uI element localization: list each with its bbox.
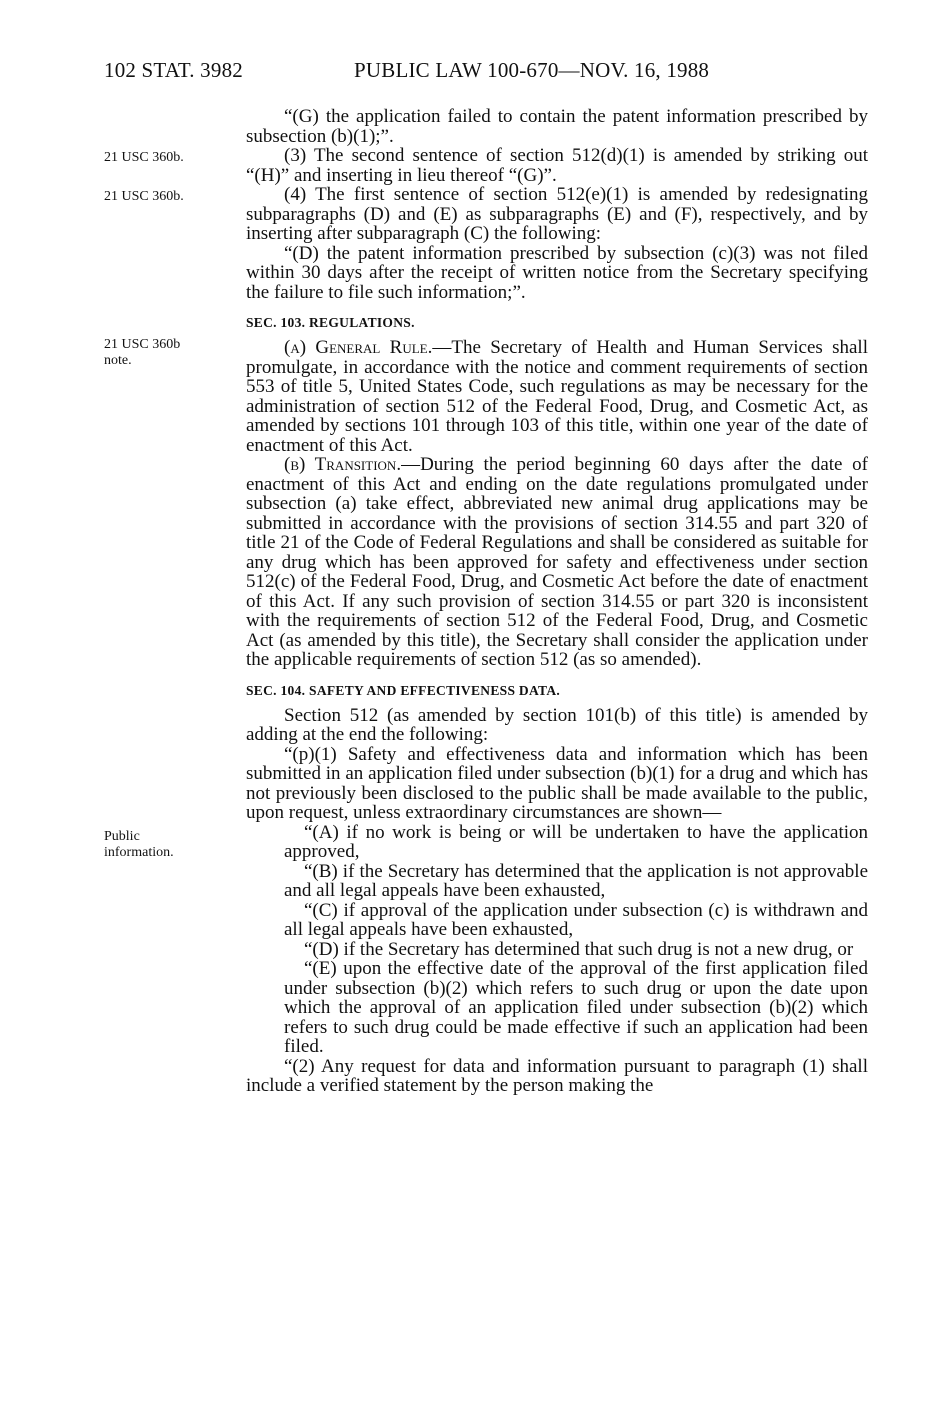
clause-e: “(E) upon the effective date of the approval of the first application filed under subsection (b)(2) which refers to such drug or upon the date upon which the approval of an application filed under subsection (b)(2) which refers to such drug could be made effective if such an application had been filed. <box>284 958 868 1057</box>
page-header-title: PUBLIC LAW 100-670—NOV. 16, 1988 <box>354 58 710 82</box>
paragraph-p2: “(2) Any request for data and information pursuant to paragraph (1) shall include a verified statement by the person making the <box>246 1055 868 1096</box>
margin-note-public: Public <box>104 829 140 844</box>
stat-page-number: 102 STAT. 3982 <box>104 58 243 82</box>
margin-note-usc-1: 21 USC 360b. <box>104 150 184 165</box>
paragraph-d-inserted: “(D) the patent information prescribed by subsection (c)(3) was not filed within 30 days after the receipt of written notice from the Secretary specifying the failure to file such information;”. <box>246 242 868 303</box>
margin-note-usc-3: 21 USC 360b <box>104 337 181 352</box>
subsection-a-heading: (a) General Rule. <box>284 337 433 358</box>
margin-note-usc-2: 21 USC 360b. <box>104 189 184 204</box>
clause-c: “(C) if approval of the application under subsection (c) is withdrawn and all legal appeals have been exhausted, <box>284 899 868 940</box>
paragraph-p1: “(p)(1) Safety and effectiveness data and information which has been submitted in an application filed under subsection (b)(1) for a drug and which has not previously been disclosed to the public shall be made available to the public, upon request, unless extraordinary circumstances are shown— <box>246 743 868 823</box>
paragraph-3: (3) The second sentence of section 512(d)(1) is amended by striking out “(H)” and inserting in lieu thereof “(G)”. <box>246 145 868 186</box>
subsection-b-text: —During the period beginning 60 days after the date of enactment of this Act and ending on the date regulations promulgated under subsection (a) take effect, abbreviated new animal drug applications may be submitted in accordance with the provisions of section 314.55 and part 320 of title 21 of the Code of Federal Regulations and shall be considered as suitable for any drug which has been approved for safety and effectiveness under section 512(c) of the Federal Food, Drug, and Cosmetic Act before the date of enactment of this Act. If any such provision of section 314.55 or part 320 is inconsistent with the requirements of section 512 of the Federal Food, Drug, and Cosmetic Act (as amended by this title), the Secretary shall consider the application under the applicable requirements of section 512 (as so amended). <box>246 454 868 670</box>
page-body <box>246 107 868 1096</box>
paragraph-g: “(G) the application failed to contain the patent information prescribed by subsection (b)(1);”. <box>246 106 868 147</box>
paragraph-4: (4) The first sentence of section 512(e)(1) is amended by redesignating subparagraphs (D) and (E) as subparagraphs (E) and (F), respectively, and by inserting after subparagraph (C) the following: <box>246 184 868 244</box>
section-103-heading: SEC. 103. REGULATIONS. <box>246 315 415 330</box>
clause-d: “(D) if the Secretary has determined that such drug is not a new drug, or <box>304 938 854 960</box>
clause-b: “(B) if the Secretary has determined that the application is not approvable and all legal appeals have been exhausted, <box>284 860 868 901</box>
margin-note-usc-3-note: note. <box>104 353 132 368</box>
section-104-intro: Section 512 (as amended by section 101(b) of this title) is amended by adding at the end the following: <box>246 704 868 745</box>
subsection-b <box>246 455 868 670</box>
subsection-b-heading: (b) Transition. <box>284 454 402 475</box>
margin-note-information: information. <box>104 845 174 860</box>
clause-a: “(A) if no work is being or will be undertaken to have the application approved, <box>284 821 868 862</box>
subsection-a-text: —The Secretary of Health and Human Services shall promulgate, in accordance with the notice and comment requirements of section 553 of title 5, United States Code, such regulations as may be necessary for the administration of section 512 of the Federal Food, Drug, and Cosmetic Act, as amended by sections 101 through 103 of this title, within one year of the date of enactment of this Act. <box>246 337 868 456</box>
section-104-heading: SEC. 104. SAFETY AND EFFECTIVENESS DATA. <box>246 682 561 698</box>
subsection-a <box>246 338 868 455</box>
